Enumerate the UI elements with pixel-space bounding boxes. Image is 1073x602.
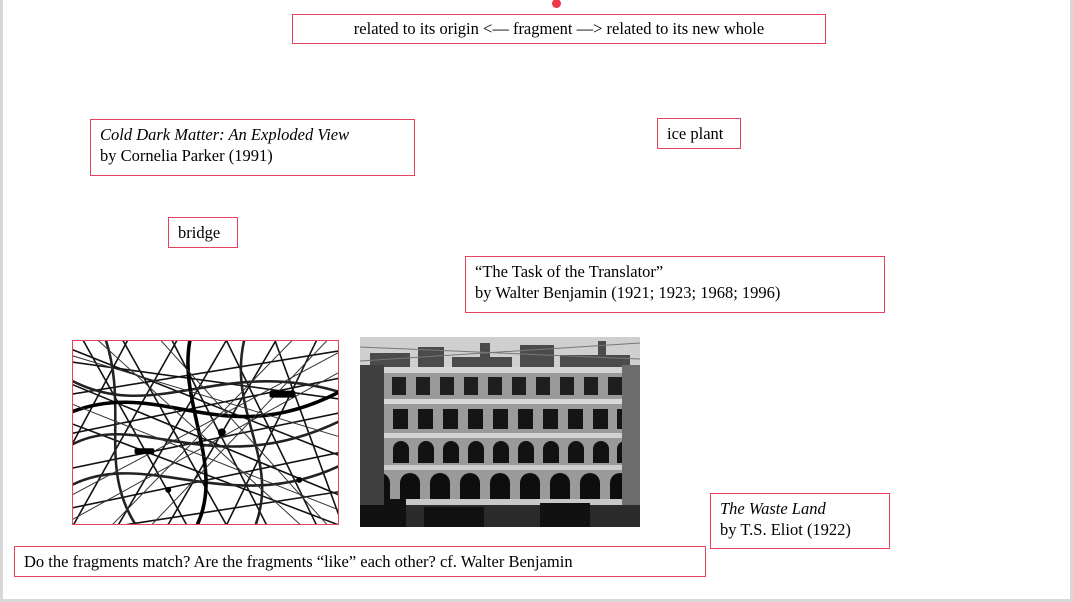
waste-land-attribution: by T.S. Eliot (1922): [720, 520, 851, 540]
question-text: Do the fragments match? Are the fragments “like” each other? cf. Walter Benjamin: [24, 552, 573, 571]
fragment-definition-box[interactable]: [292, 14, 826, 44]
ice-plant-label: ice plant: [667, 124, 724, 143]
task-of-the-translator-attribution: by Walter Benjamin (1921; 1923; 1968; 1996): [475, 283, 781, 303]
task-of-the-translator-box[interactable]: [465, 256, 885, 313]
cursor-pointer: [552, 0, 561, 8]
bridge-label: bridge: [178, 223, 221, 242]
cold-dark-matter-box[interactable]: [90, 119, 415, 176]
tangled-wires-photo: [72, 340, 339, 525]
question-box[interactable]: [14, 546, 706, 577]
left-page-edge: [0, 0, 3, 602]
cold-dark-matter-title: Cold Dark Matter: An Exploded View: [100, 125, 350, 144]
ruined-building-artwork: [360, 337, 640, 527]
tangled-wires-artwork: [73, 341, 338, 525]
waste-land-title: The Waste Land: [720, 499, 826, 518]
cold-dark-matter-attribution: by Cornelia Parker (1991): [100, 146, 273, 166]
bridge-box[interactable]: [168, 217, 238, 248]
ice-plant-box[interactable]: [657, 118, 741, 149]
fragment-definition-text: related to its origin <— fragment —> related to its new whole: [353, 19, 765, 38]
ruined-building-photo: [360, 337, 640, 527]
waste-land-box[interactable]: [710, 493, 890, 549]
task-of-the-translator-title: “The Task of the Translator”: [475, 262, 664, 281]
